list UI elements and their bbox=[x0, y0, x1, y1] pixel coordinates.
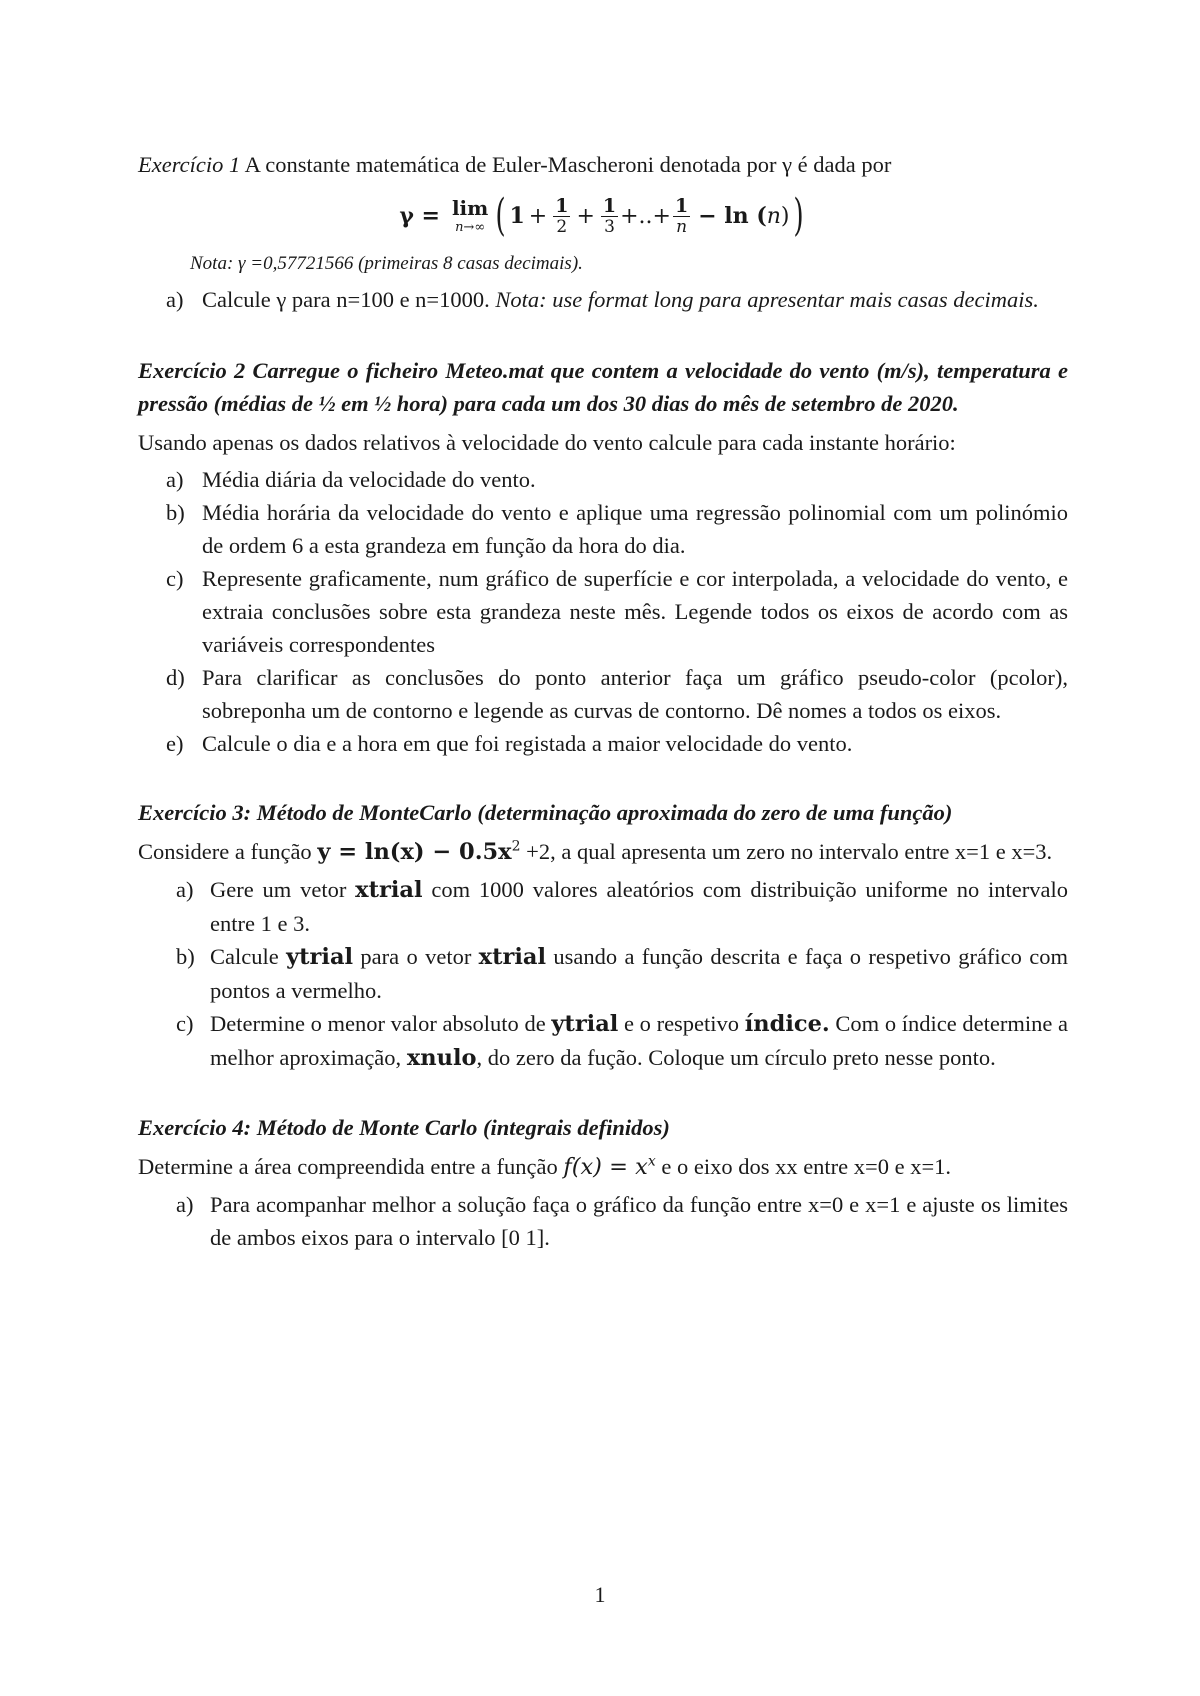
euler-mascheroni-equation bbox=[138, 183, 1068, 249]
gamma-note: Nota: γ =0,57721566 (primeiras 8 casas decimais). bbox=[190, 253, 583, 274]
variable-name: índice. bbox=[744, 1011, 830, 1037]
limit-label: lim bbox=[451, 196, 489, 220]
item-marker: b) bbox=[166, 500, 185, 525]
item-text: Represente graficamente, num gráfico de superfície e cor interpolada, a velocidade do vento, e extraia conclusões sobre esta grandeza neste mês. Legende todos os eixos de acordo com as variáveis correspondentes bbox=[202, 566, 1068, 657]
item-text: , do zero da fução. Coloque um círculo preto nesse ponto. bbox=[476, 1045, 996, 1070]
intro-text: , a qual apresenta um zero no intervalo entre x=1 e x=3. bbox=[550, 839, 1053, 864]
fraction-numerator: 1 bbox=[674, 194, 689, 217]
equation-lhs: γ = bbox=[399, 202, 440, 229]
item-text: para o vetor bbox=[353, 944, 479, 969]
series-dots: +..+ bbox=[620, 203, 671, 229]
fraction-numerator: 1 bbox=[602, 194, 617, 217]
item-text: Média diária da velocidade do vento. bbox=[202, 467, 536, 492]
list-item bbox=[138, 727, 1068, 760]
exercise-1-intro: A constante matemática de Euler-Mascheroni denotada por γ é dada por bbox=[240, 152, 892, 177]
formula-exponent: 2 bbox=[511, 838, 521, 855]
fraction-third bbox=[601, 194, 618, 237]
exercise-2-items bbox=[138, 463, 1068, 760]
page-number: 1 bbox=[594, 1582, 606, 1607]
item-marker: c) bbox=[176, 1011, 194, 1036]
list-item bbox=[138, 283, 1068, 316]
item-text: usando a função descrita e faça o respetivo gráfico com pontos a vermelho. bbox=[210, 944, 1068, 1003]
exercise-4-items bbox=[138, 1188, 1068, 1254]
exercise-1 bbox=[138, 148, 1068, 316]
exercise-2-heading: Exercício 2 Carregue o ficheiro Meteo.mat que contem a velocidade do vento (m/s), temperatura e pressão (médias de ½ em ½ hora) para cada um dos 30 dias do mês de setembro de 2020. bbox=[138, 358, 1068, 416]
right-paren: ) bbox=[792, 190, 804, 241]
left-paren: ( bbox=[495, 190, 507, 241]
exercise-1-items bbox=[138, 283, 1068, 316]
item-text: Gere um vetor bbox=[210, 877, 356, 902]
item-text: com 1000 valores aleatórios com distribuição uniforme no intervalo entre 1 e 3. bbox=[210, 877, 1068, 936]
formula-tail: +2 bbox=[520, 839, 551, 864]
fraction-denominator: 2 bbox=[556, 216, 568, 237]
item-text: Calcule γ para n=100 e n=1000. bbox=[202, 287, 496, 312]
item-text: e o respetivo bbox=[618, 1011, 745, 1036]
variable-name: xtrial bbox=[478, 944, 547, 970]
exercise-1-heading bbox=[138, 148, 1068, 181]
ln-close: ) bbox=[780, 203, 790, 229]
ln-argument: n bbox=[766, 203, 781, 229]
item-text: Para clarificar as conclusões do ponto anterior faça um gráfico pseudo-color (pcolor), sobreponha um de contorno e legende as curvas de contorno. Dê nomes a todos os eixos. bbox=[202, 665, 1068, 723]
item-text: Calcule o dia e a hora em que foi registada a maior velocidade do vento. bbox=[202, 731, 853, 756]
equation-one: 1 bbox=[509, 202, 525, 229]
item-text: Média horária da velocidade do vento e aplique uma regressão polinomial com um polinómio de ordem 6 a esta grandeza em função da hora do dia. bbox=[202, 500, 1068, 558]
intro-text: e o eixo dos xx entre x=0 e x=1. bbox=[655, 1154, 952, 1179]
formula-exponent: x bbox=[647, 1153, 656, 1170]
list-item bbox=[138, 1188, 1068, 1254]
document-body bbox=[138, 148, 1068, 1254]
item-marker: a) bbox=[176, 877, 194, 902]
list-item bbox=[138, 463, 1068, 496]
list-item bbox=[138, 661, 1068, 727]
item-marker: a) bbox=[166, 467, 184, 492]
fraction-numerator: 1 bbox=[555, 194, 569, 217]
item-text: Determine o menor valor absoluto de bbox=[210, 1011, 552, 1036]
exercise-4-intro bbox=[138, 1150, 1068, 1184]
fraction-denominator: 3 bbox=[604, 216, 615, 237]
exercise-3 bbox=[138, 796, 1068, 1075]
variable-name: xnulo bbox=[406, 1045, 477, 1071]
exercise-2 bbox=[138, 354, 1068, 760]
variable-name: xtrial bbox=[355, 877, 423, 903]
variable-name: ytrial bbox=[286, 944, 354, 970]
intro-text: Considere a função bbox=[138, 839, 318, 864]
variable-name: ytrial bbox=[551, 1011, 619, 1037]
function-formula: f(x) = x bbox=[563, 1154, 648, 1180]
item-marker: c) bbox=[166, 566, 184, 591]
item-marker: a) bbox=[166, 287, 184, 312]
item-marker: d) bbox=[166, 665, 185, 690]
list-item bbox=[138, 873, 1068, 940]
exercise-2-intro: Usando apenas os dados relativos à velocidade do vento calcule para cada instante horário: bbox=[138, 430, 956, 455]
plus-sign: + bbox=[528, 203, 548, 229]
exercise-3-heading: Exercício 3: Método de MonteCarlo (determinação aproximada do zero de uma função) bbox=[138, 800, 953, 825]
intro-text: Determine a área compreendida entre a função bbox=[138, 1154, 564, 1179]
list-item bbox=[138, 496, 1068, 562]
list-item bbox=[138, 1007, 1068, 1075]
item-note: Nota: use format long para apresentar mais casas decimais. bbox=[495, 287, 1039, 312]
limit-operator bbox=[452, 198, 488, 234]
item-text: Com o índice determine a melhor aproximação, bbox=[210, 1011, 1068, 1070]
plus-sign: + bbox=[576, 203, 595, 229]
exercise-4-heading: Exercício 4: Método de Monte Carlo (integrais definidos) bbox=[138, 1115, 670, 1140]
fraction-half bbox=[553, 194, 570, 237]
exercise-3-items bbox=[138, 873, 1068, 1075]
minus-ln: − ln ( bbox=[698, 202, 767, 229]
fraction-denominator: n bbox=[676, 216, 688, 237]
list-item bbox=[138, 562, 1068, 661]
function-formula: y = ln(x) − 0.5x bbox=[317, 839, 512, 865]
item-marker: b) bbox=[176, 944, 195, 969]
exercise-3-intro bbox=[138, 835, 1068, 869]
item-marker: e) bbox=[166, 731, 184, 756]
item-text: Calcule bbox=[210, 944, 287, 969]
item-marker: a) bbox=[176, 1192, 194, 1217]
fraction-one-over-n bbox=[673, 194, 690, 237]
exercise-1-label: Exercício 1 bbox=[138, 152, 241, 177]
limit-subscript: n→∞ bbox=[455, 220, 486, 235]
exercise-4 bbox=[138, 1111, 1068, 1254]
item-text: Para acompanhar melhor a solução faça o gráfico da função entre x=0 e x=1 e ajuste os limites de ambos eixos para o intervalo [0 1]. bbox=[210, 1192, 1068, 1250]
list-item bbox=[138, 940, 1068, 1007]
